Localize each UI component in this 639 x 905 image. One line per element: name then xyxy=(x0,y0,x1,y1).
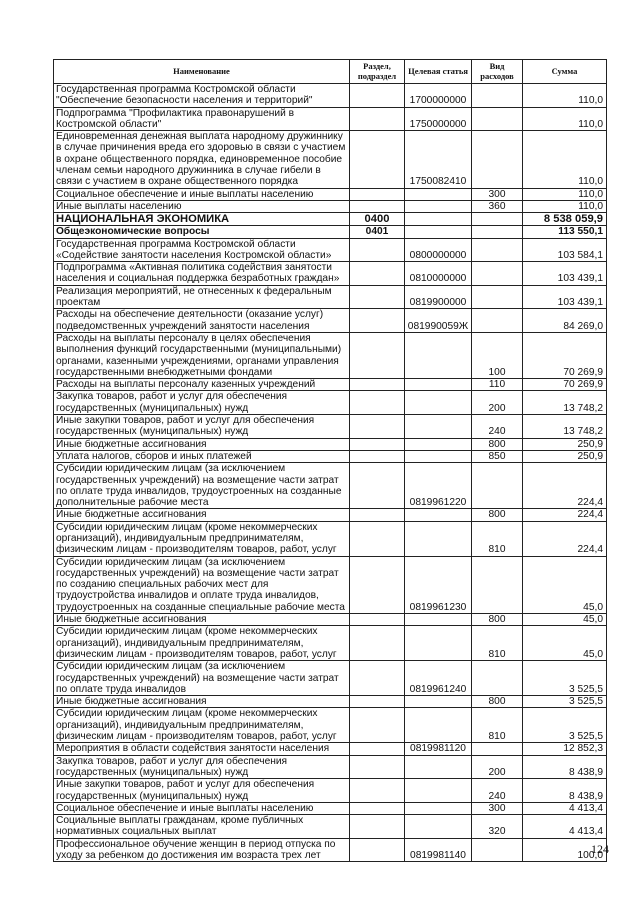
cell-name: Расходы на выплаты персоналу казенных учреждений xyxy=(54,379,350,391)
cell-section xyxy=(350,661,405,696)
cell-vid: 100 xyxy=(472,332,523,378)
cell-section xyxy=(350,802,405,814)
cell-section xyxy=(350,415,405,439)
cell-vid xyxy=(472,743,523,755)
cell-section xyxy=(350,391,405,415)
cell-vid: 200 xyxy=(472,391,523,415)
cell-sum: 12 852,3 xyxy=(523,743,607,755)
table-row xyxy=(54,213,607,226)
cell-vid: 240 xyxy=(472,415,523,439)
cell-name: Государственная программа Костромской области «Содействие занятости населения Костромской области» xyxy=(54,238,350,262)
cell-target xyxy=(405,696,472,708)
cell-target xyxy=(405,626,472,661)
cell-target xyxy=(405,391,472,415)
table-row xyxy=(54,131,607,188)
cell-section xyxy=(350,332,405,378)
table-row xyxy=(54,815,607,839)
cell-sum: 110,0 xyxy=(523,200,607,212)
cell-vid xyxy=(472,838,523,862)
cell-section xyxy=(350,379,405,391)
cell-name: Иные бюджетные ассигнования xyxy=(54,696,350,708)
cell-target xyxy=(405,415,472,439)
cell-vid: 800 xyxy=(472,614,523,626)
cell-name: Закупка товаров, работ и услуг для обеспечения государственных (муниципальных) нужд xyxy=(54,391,350,415)
cell-name: Субсидии юридическим лицам (за исключением государственных учреждений) на возмещение части затрат по оплате труда инвалидов, трудоустроенных на созданные дополнительные рабочие места xyxy=(54,463,350,509)
table-row xyxy=(54,556,607,613)
cell-target xyxy=(405,379,472,391)
cell-section xyxy=(350,285,405,309)
cell-sum: 224,4 xyxy=(523,463,607,509)
cell-name: Социальное обеспечение и иные выплаты населению xyxy=(54,802,350,814)
page-number: 124 xyxy=(591,842,609,856)
cell-sum: 250,9 xyxy=(523,438,607,450)
cell-target: 0819961230 xyxy=(405,556,472,613)
cell-target: 0819961240 xyxy=(405,661,472,696)
table-row xyxy=(54,463,607,509)
cell-target: 1750000000 xyxy=(405,107,472,131)
cell-vid: 300 xyxy=(472,188,523,200)
cell-section xyxy=(350,309,405,333)
cell-sum: 45,0 xyxy=(523,626,607,661)
cell-section xyxy=(350,614,405,626)
cell-vid: 320 xyxy=(472,815,523,839)
cell-sum: 103 439,1 xyxy=(523,262,607,286)
cell-vid: 300 xyxy=(472,802,523,814)
cell-target: 081990059Ж xyxy=(405,309,472,333)
cell-target xyxy=(405,200,472,212)
table-row xyxy=(54,661,607,696)
cell-name: Субсидии юридическим лицам (кроме некоммерческих организаций), индивидуальным предпринимателям, физическим лицам - производителям товаров, работ, услуг xyxy=(54,626,350,661)
table-row xyxy=(54,226,607,238)
cell-target xyxy=(405,332,472,378)
cell-target xyxy=(405,614,472,626)
cell-name: Иные бюджетные ассигнования xyxy=(54,509,350,521)
cell-vid: 800 xyxy=(472,509,523,521)
cell-target xyxy=(405,779,472,803)
header-name: Наименование xyxy=(54,60,350,84)
cell-target xyxy=(405,188,472,200)
cell-name: Иные закупки товаров, работ и услуг для обеспечения государственных (муниципальных) нужд xyxy=(54,779,350,803)
cell-sum: 70 269,9 xyxy=(523,379,607,391)
cell-sum: 8 538 059,9 xyxy=(523,213,607,226)
table-row xyxy=(54,802,607,814)
cell-section xyxy=(350,626,405,661)
table-row xyxy=(54,743,607,755)
table-row xyxy=(54,84,607,108)
cell-name: НАЦИОНАЛЬНАЯ ЭКОНОМИКА xyxy=(54,213,350,226)
cell-vid xyxy=(472,556,523,613)
cell-vid xyxy=(472,661,523,696)
cell-sum: 70 269,9 xyxy=(523,332,607,378)
cell-name: Субсидии юридическим лицам (кроме некоммерческих организаций), индивидуальным предпринимателям, физическим лицам - производителям товаров, работ, услуг xyxy=(54,521,350,556)
budget-table xyxy=(53,59,607,862)
cell-target xyxy=(405,815,472,839)
cell-section xyxy=(350,131,405,188)
table-header-row xyxy=(54,60,607,84)
cell-sum: 45,0 xyxy=(523,614,607,626)
cell-vid: 360 xyxy=(472,200,523,212)
cell-vid xyxy=(472,285,523,309)
cell-name: Подпрограмма «Активная политика содействия занятости населения и социальная поддержка безработных граждан» xyxy=(54,262,350,286)
table-row xyxy=(54,391,607,415)
cell-target: 1750082410 xyxy=(405,131,472,188)
cell-name: Иные выплаты населению xyxy=(54,200,350,212)
cell-section: 0400 xyxy=(350,213,405,226)
cell-sum: 3 525,5 xyxy=(523,661,607,696)
cell-sum: 110,0 xyxy=(523,131,607,188)
cell-vid xyxy=(472,131,523,188)
table-row xyxy=(54,696,607,708)
cell-name: Иные бюджетные ассигнования xyxy=(54,614,350,626)
cell-target xyxy=(405,509,472,521)
cell-sum: 224,4 xyxy=(523,509,607,521)
cell-section xyxy=(350,450,405,462)
cell-target xyxy=(405,755,472,779)
cell-vid xyxy=(472,84,523,108)
table-row xyxy=(54,262,607,286)
cell-name: Расходы на обеспечение деятельности (оказание услуг) подведомственных учреждений занятости населения xyxy=(54,309,350,333)
table-row xyxy=(54,332,607,378)
cell-vid xyxy=(472,238,523,262)
table-row xyxy=(54,708,607,743)
cell-section xyxy=(350,755,405,779)
cell-vid: 240 xyxy=(472,779,523,803)
cell-section xyxy=(350,838,405,862)
table-row xyxy=(54,450,607,462)
cell-name: Реализация мероприятий, не отнесенных к федеральным проектам xyxy=(54,285,350,309)
cell-sum: 4 413,4 xyxy=(523,815,607,839)
cell-name: Субсидии юридическим лицам (за исключением государственных учреждений) на возмещение части затрат по созданию специальных рабочих мест для трудоустройства инвалидов и оплате труда инвалидов, трудоустроенных на созданные специальные рабочие места xyxy=(54,556,350,613)
cell-vid: 800 xyxy=(472,696,523,708)
cell-name: Уплата налогов, сборов и иных платежей xyxy=(54,450,350,462)
table-row xyxy=(54,285,607,309)
cell-sum: 8 438,9 xyxy=(523,755,607,779)
cell-vid: 200 xyxy=(472,755,523,779)
cell-target: 0819900000 xyxy=(405,285,472,309)
cell-vid: 800 xyxy=(472,438,523,450)
cell-section xyxy=(350,556,405,613)
cell-section xyxy=(350,779,405,803)
cell-sum: 8 438,9 xyxy=(523,779,607,803)
cell-target xyxy=(405,521,472,556)
table-body xyxy=(54,84,607,862)
cell-section xyxy=(350,238,405,262)
cell-sum: 84 269,0 xyxy=(523,309,607,333)
table-row xyxy=(54,200,607,212)
cell-name: Субсидии юридическим лицам (за исключением государственных учреждений) на возмещение части затрат по оплате труда инвалидов xyxy=(54,661,350,696)
header-section: Раздел, подраздел xyxy=(350,60,405,84)
table-row xyxy=(54,509,607,521)
cell-target: 0800000000 xyxy=(405,238,472,262)
cell-target: 0819981120 xyxy=(405,743,472,755)
cell-section xyxy=(350,743,405,755)
cell-section xyxy=(350,463,405,509)
cell-vid: 810 xyxy=(472,708,523,743)
cell-sum: 3 525,5 xyxy=(523,696,607,708)
cell-vid: 810 xyxy=(472,521,523,556)
cell-sum: 13 748,2 xyxy=(523,415,607,439)
cell-vid: 850 xyxy=(472,450,523,462)
cell-sum: 103 584,1 xyxy=(523,238,607,262)
cell-target xyxy=(405,708,472,743)
cell-sum: 113 550,1 xyxy=(523,226,607,238)
cell-section xyxy=(350,107,405,131)
cell-sum: 45,0 xyxy=(523,556,607,613)
cell-target xyxy=(405,213,472,226)
cell-name: Социальное обеспечение и иные выплаты населению xyxy=(54,188,350,200)
cell-vid xyxy=(472,262,523,286)
cell-section xyxy=(350,188,405,200)
cell-sum: 110,0 xyxy=(523,84,607,108)
cell-sum: 250,9 xyxy=(523,450,607,462)
cell-vid xyxy=(472,226,523,238)
cell-name: Субсидии юридическим лицам (кроме некоммерческих организаций), индивидуальным предпринимателям, физическим лицам - производителям товаров, работ, услуг xyxy=(54,708,350,743)
cell-vid: 810 xyxy=(472,626,523,661)
cell-section xyxy=(350,84,405,108)
cell-sum: 4 413,4 xyxy=(523,802,607,814)
table-row xyxy=(54,838,607,862)
cell-sum: 110,0 xyxy=(523,188,607,200)
cell-sum: 3 525,5 xyxy=(523,708,607,743)
header-sum: Сумма xyxy=(523,60,607,84)
cell-section xyxy=(350,200,405,212)
cell-name: Профессиональное обучение женщин в период отпуска по уходу за ребенком до достижения им возраста трех лет xyxy=(54,838,350,862)
cell-section xyxy=(350,815,405,839)
cell-sum: 100,0 xyxy=(523,838,607,862)
cell-target xyxy=(405,450,472,462)
table-row xyxy=(54,438,607,450)
cell-name: Социальные выплаты гражданам, кроме публичных нормативных социальных выплат xyxy=(54,815,350,839)
cell-vid xyxy=(472,213,523,226)
cell-target: 0810000000 xyxy=(405,262,472,286)
table-row xyxy=(54,415,607,439)
header-target: Целевая статья xyxy=(405,60,472,84)
table-row xyxy=(54,755,607,779)
cell-vid: 110 xyxy=(472,379,523,391)
cell-section xyxy=(350,696,405,708)
table-row xyxy=(54,238,607,262)
table-row xyxy=(54,107,607,131)
cell-vid xyxy=(472,309,523,333)
table-row xyxy=(54,309,607,333)
cell-target: 1700000000 xyxy=(405,84,472,108)
cell-name: Единовременная денежная выплата народному дружиннику в случае причинения вреда его здоровью в связи с участием в охране общественного порядка, единовременное пособие членам семьи народного дружинника в случае гибели в связи с участием в охране общественного порядка xyxy=(54,131,350,188)
cell-section xyxy=(350,262,405,286)
cell-name: Иные закупки товаров, работ и услуг для обеспечения государственных (муниципальных) нужд xyxy=(54,415,350,439)
header-vid: Вид расходов xyxy=(472,60,523,84)
cell-section xyxy=(350,509,405,521)
cell-name: Подпрограмма "Профилактика правонарушений в Костромской области" xyxy=(54,107,350,131)
cell-section xyxy=(350,521,405,556)
cell-name: Мероприятия в области содействия занятости населения xyxy=(54,743,350,755)
cell-sum: 224,4 xyxy=(523,521,607,556)
cell-vid xyxy=(472,107,523,131)
cell-vid xyxy=(472,463,523,509)
table-row xyxy=(54,188,607,200)
cell-name: Государственная программа Костромской области "Обеспечение безопасности населения и территорий" xyxy=(54,84,350,108)
cell-target xyxy=(405,802,472,814)
cell-name: Закупка товаров, работ и услуг для обеспечения государственных (муниципальных) нужд xyxy=(54,755,350,779)
cell-target xyxy=(405,438,472,450)
cell-sum: 110,0 xyxy=(523,107,607,131)
cell-target: 0819981140 xyxy=(405,838,472,862)
table-row xyxy=(54,779,607,803)
table-row xyxy=(54,379,607,391)
cell-target xyxy=(405,226,472,238)
cell-sum: 13 748,2 xyxy=(523,391,607,415)
cell-section: 0401 xyxy=(350,226,405,238)
cell-name: Общеэкономические вопросы xyxy=(54,226,350,238)
table-row xyxy=(54,521,607,556)
cell-name: Расходы на выплаты персоналу в целях обеспечения выполнения функций государственными (муниципальными) органами, казенными учреждениями, органами управления государственными внебюджетными фондами xyxy=(54,332,350,378)
table-row xyxy=(54,626,607,661)
cell-section xyxy=(350,708,405,743)
table-row xyxy=(54,614,607,626)
cell-target: 0819961220 xyxy=(405,463,472,509)
cell-section xyxy=(350,438,405,450)
cell-sum: 103 439,1 xyxy=(523,285,607,309)
cell-name: Иные бюджетные ассигнования xyxy=(54,438,350,450)
